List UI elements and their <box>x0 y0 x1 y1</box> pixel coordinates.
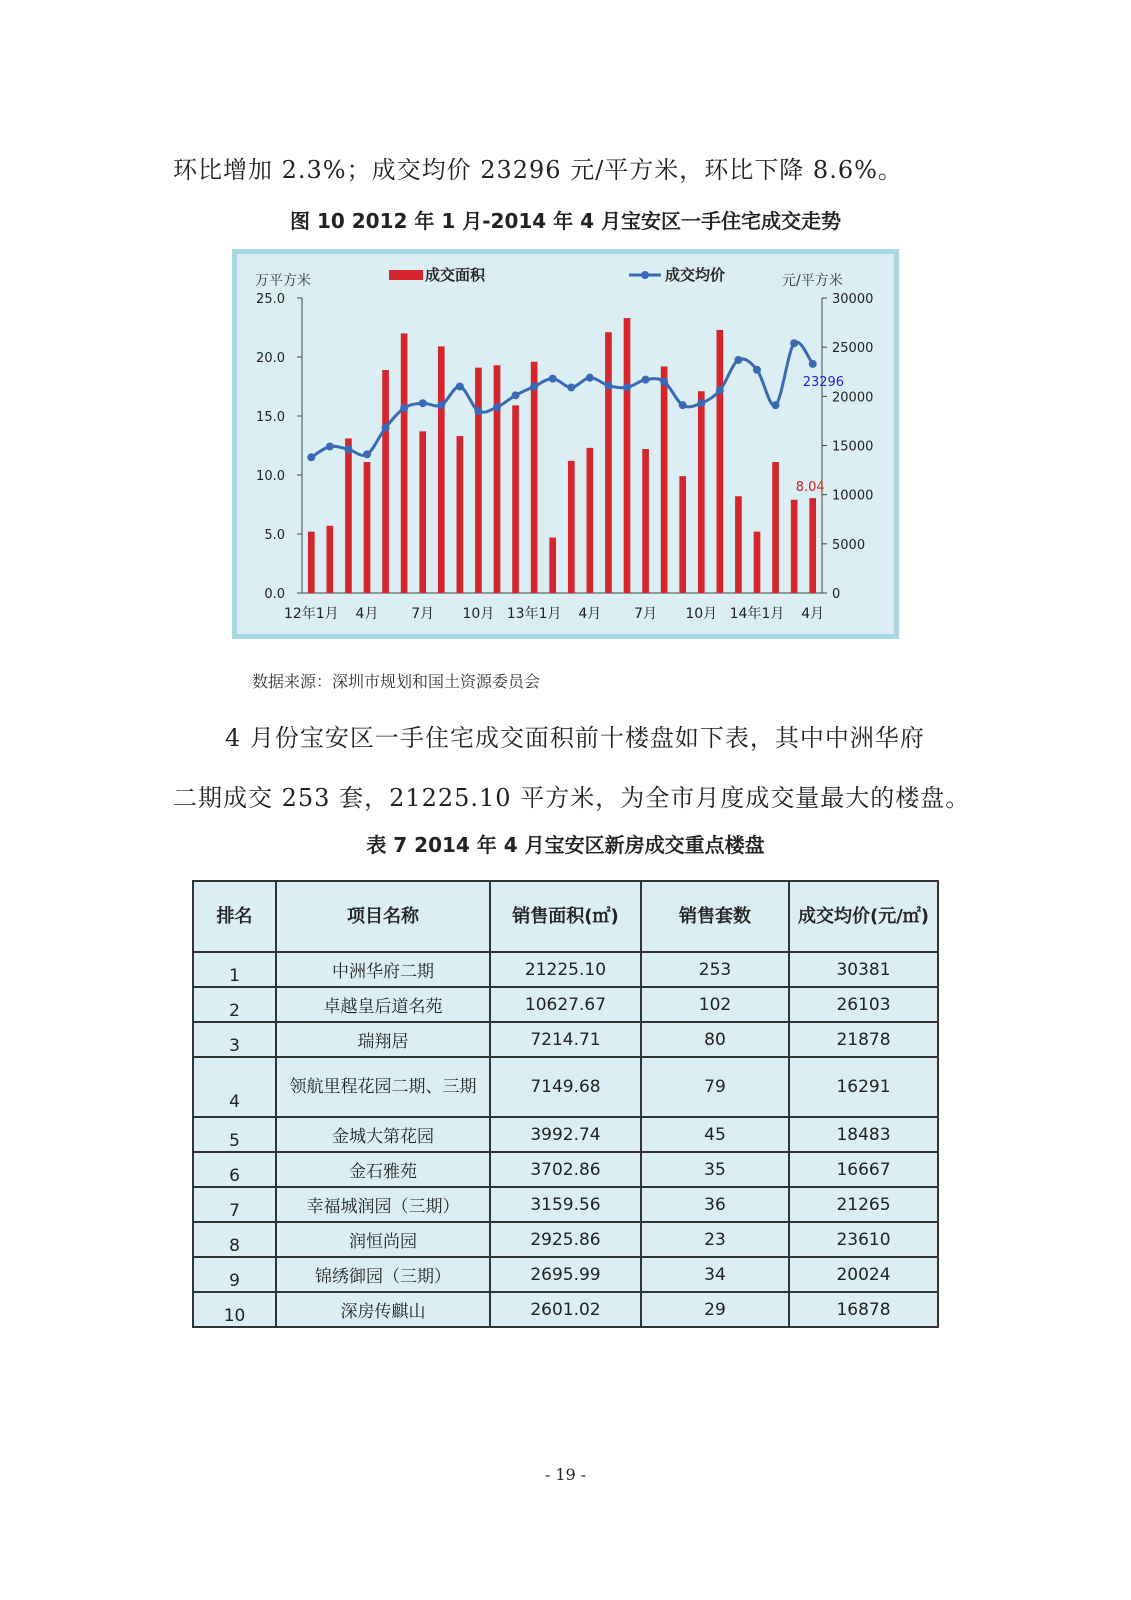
price-point <box>326 442 334 450</box>
area-bar <box>772 462 779 593</box>
area-bar <box>308 532 315 593</box>
legend-line-marker <box>641 271 649 279</box>
area-bar <box>512 405 519 593</box>
cell-units-sold: 34 <box>641 1257 789 1292</box>
figure-caption: 图 10 2012 年 1 月-2014 年 4 月宝安区一手住宅成交走势 <box>290 209 841 233</box>
table-row <box>193 1022 938 1057</box>
cell-sales-area: 2925.86 <box>490 1222 641 1257</box>
table-caption: 表 7 2014 年 4 月宝安区新房成交重点楼盘 <box>366 833 765 857</box>
cell-avg-price: 23610 <box>789 1222 938 1257</box>
area-bar <box>679 476 686 593</box>
area-bar <box>345 438 352 593</box>
area-bar <box>717 330 724 593</box>
price-point <box>382 424 390 432</box>
area-bar <box>698 391 705 593</box>
right-tick-label: 25000 <box>832 341 874 357</box>
cell-rank: 7 <box>193 1187 276 1222</box>
area-bar <box>605 332 612 593</box>
cell-units-sold: 23 <box>641 1222 789 1257</box>
cell-sales-area: 10627.67 <box>490 987 641 1022</box>
left-tick-label: 0.0 <box>264 587 285 602</box>
price-point <box>679 401 687 409</box>
intro-text: 环比增加 2.3%；成交均价 23296 元/平方米，环比下降 8.6%。 <box>173 156 903 184</box>
area-bar <box>661 366 668 593</box>
cell-avg-price: 18483 <box>789 1117 938 1152</box>
cell-project-name: 金城大第花园 <box>276 1117 490 1152</box>
area-bar <box>419 431 426 593</box>
table-row <box>193 952 938 987</box>
x-tick-label: 4月 <box>578 606 602 622</box>
cell-rank: 3 <box>193 1022 276 1057</box>
legend-bar-label: 成交面积 <box>425 266 486 284</box>
cell-rank: 6 <box>193 1152 276 1187</box>
cell-sales-area: 21225.10 <box>490 952 641 987</box>
right-tick-label: 15000 <box>832 439 874 455</box>
cell-rank: 8 <box>193 1222 276 1257</box>
price-point <box>344 445 352 453</box>
cell-project-name: 领航里程花园二期、三期 <box>276 1057 490 1117</box>
table-header-row <box>193 881 938 952</box>
price-point <box>642 376 650 384</box>
area-bar <box>754 532 761 593</box>
x-tick-label: 7月 <box>411 606 435 622</box>
cell-rank: 4 <box>193 1057 276 1117</box>
price-point <box>549 375 557 383</box>
area-bar <box>401 333 408 593</box>
x-tick-label: 13年1月 <box>506 606 562 622</box>
x-tick-label: 10月 <box>462 606 495 622</box>
table-row <box>193 987 938 1022</box>
legend-bar-swatch <box>389 270 423 280</box>
area-bar <box>457 436 464 593</box>
cell-sales-area: 2601.02 <box>490 1292 641 1327</box>
price-point <box>567 383 575 391</box>
price-point <box>307 453 315 461</box>
x-tick-label: 7月 <box>634 606 658 622</box>
cell-project-name: 幸福城润园（三期） <box>276 1187 490 1222</box>
cell-rank: 1 <box>193 952 276 987</box>
right-tick-label: 30000 <box>832 292 874 307</box>
area-bar <box>438 346 445 593</box>
cell-project-name: 中洲华府二期 <box>276 952 490 987</box>
cell-units-sold: 79 <box>641 1057 789 1117</box>
left-tick-label: 25.0 <box>256 292 285 307</box>
x-tick-label: 12年1月 <box>283 606 339 622</box>
header-avg-price: 成交均价(元/㎡) <box>789 881 938 952</box>
table-row <box>193 1187 938 1222</box>
price-point <box>586 374 594 382</box>
price-point <box>363 450 371 458</box>
table-row <box>193 1117 938 1152</box>
table-row <box>193 1057 938 1117</box>
cell-units-sold: 45 <box>641 1117 789 1152</box>
left-tick-label: 10.0 <box>256 469 285 484</box>
cell-sales-area: 3702.86 <box>490 1152 641 1187</box>
right-axis-unit: 元/平方米 <box>782 273 843 289</box>
table-row <box>193 1222 938 1257</box>
cell-avg-price: 16291 <box>789 1057 938 1117</box>
cell-units-sold: 80 <box>641 1022 789 1057</box>
cell-project-name: 润恒尚园 <box>276 1222 490 1257</box>
legend-line-label: 成交均价 <box>665 266 726 284</box>
price-point <box>697 399 705 407</box>
left-tick-label: 15.0 <box>256 410 285 425</box>
right-tick-label: 5000 <box>832 537 866 553</box>
cell-rank: 5 <box>193 1117 276 1152</box>
table-row <box>193 1292 938 1327</box>
cell-sales-area: 3992.74 <box>490 1117 641 1152</box>
last-area-label: 8.04 <box>795 480 825 496</box>
area-bar <box>791 500 798 593</box>
price-point <box>512 391 520 399</box>
price-point <box>753 366 761 374</box>
area-bar <box>568 461 575 593</box>
cell-rank: 10 <box>193 1292 276 1327</box>
area-bar <box>809 498 816 593</box>
right-tick-label: 0 <box>832 587 841 602</box>
area-bar <box>364 462 371 593</box>
x-tick-label: 4月 <box>801 606 825 622</box>
area-bar <box>735 496 742 593</box>
top-ten-projects-table <box>192 880 939 1328</box>
cell-avg-price: 21878 <box>789 1022 938 1057</box>
table-row <box>193 1152 938 1187</box>
cell-units-sold: 253 <box>641 952 789 987</box>
right-tick-label: 20000 <box>832 390 874 406</box>
cell-avg-price: 21265 <box>789 1187 938 1222</box>
left-axis-unit: 万平方米 <box>255 273 311 289</box>
table-row <box>193 1257 938 1292</box>
header-rank: 排名 <box>193 881 276 952</box>
source-note: 数据来源：深圳市规划和国土资源委员会 <box>252 672 541 691</box>
price-point <box>716 386 724 394</box>
cell-project-name: 深房传麒山 <box>276 1292 490 1327</box>
area-bar <box>327 526 334 593</box>
price-point <box>772 401 780 409</box>
area-bar <box>494 365 501 593</box>
price-point <box>437 401 445 409</box>
price-point <box>734 356 742 364</box>
x-tick-label: 10月 <box>685 606 718 622</box>
cell-rank: 9 <box>193 1257 276 1292</box>
cell-rank: 2 <box>193 987 276 1022</box>
cell-units-sold: 35 <box>641 1152 789 1187</box>
area-bar <box>382 370 389 593</box>
area-bar <box>587 448 594 593</box>
cell-units-sold: 36 <box>641 1187 789 1222</box>
cell-avg-price: 26103 <box>789 987 938 1022</box>
price-point <box>809 360 817 368</box>
cell-project-name: 卓越皇后道名苑 <box>276 987 490 1022</box>
area-bar <box>549 538 556 593</box>
price-point <box>456 383 464 391</box>
price-point <box>419 399 427 407</box>
left-tick-label: 20.0 <box>256 351 285 366</box>
cell-project-name: 金石雅苑 <box>276 1152 490 1187</box>
cell-avg-price: 16878 <box>789 1292 938 1327</box>
price-point <box>474 407 482 415</box>
area-bar <box>531 362 538 593</box>
area-bar <box>475 368 482 593</box>
header-project-name: 项目名称 <box>276 881 490 952</box>
price-point <box>400 404 408 412</box>
cell-avg-price: 30381 <box>789 952 938 987</box>
cell-avg-price: 20024 <box>789 1257 938 1292</box>
header-units-sold: 销售套数 <box>641 881 789 952</box>
x-tick-label: 4月 <box>355 606 379 622</box>
cell-project-name: 瑞翔居 <box>276 1022 490 1057</box>
cell-units-sold: 29 <box>641 1292 789 1327</box>
area-bar <box>624 318 631 593</box>
header-sales-area: 销售面积(㎡) <box>490 881 641 952</box>
cell-sales-area: 2695.99 <box>490 1257 641 1292</box>
price-point <box>623 383 631 391</box>
last-price-label: 23296 <box>802 374 845 390</box>
cell-sales-area: 7214.71 <box>490 1022 641 1057</box>
price-point <box>530 383 538 391</box>
page-number: - 19 - <box>544 1465 587 1484</box>
body-paragraph-line-1: 4 月份宝安区一手住宅成交面积前十楼盘如下表，其中中洲华府 <box>225 724 925 752</box>
price-point <box>660 378 668 386</box>
cell-sales-area: 3159.56 <box>490 1187 641 1222</box>
area-bar <box>642 449 649 593</box>
price-point <box>790 339 798 347</box>
x-tick-label: 14年1月 <box>729 606 785 622</box>
area-price-chart <box>237 254 894 634</box>
price-point <box>493 403 501 411</box>
body-paragraph-line-2: 二期成交 253 套，21225.10 平方米，为全市月度成交量最大的楼盘。 <box>173 784 971 812</box>
cell-sales-area: 7149.68 <box>490 1057 641 1117</box>
cell-project-name: 锦绣御园（三期） <box>276 1257 490 1292</box>
cell-avg-price: 16667 <box>789 1152 938 1187</box>
left-tick-label: 5.0 <box>264 528 285 543</box>
cell-units-sold: 102 <box>641 987 789 1022</box>
chart-container <box>232 249 899 639</box>
right-tick-label: 10000 <box>832 488 874 504</box>
price-point <box>604 382 612 390</box>
